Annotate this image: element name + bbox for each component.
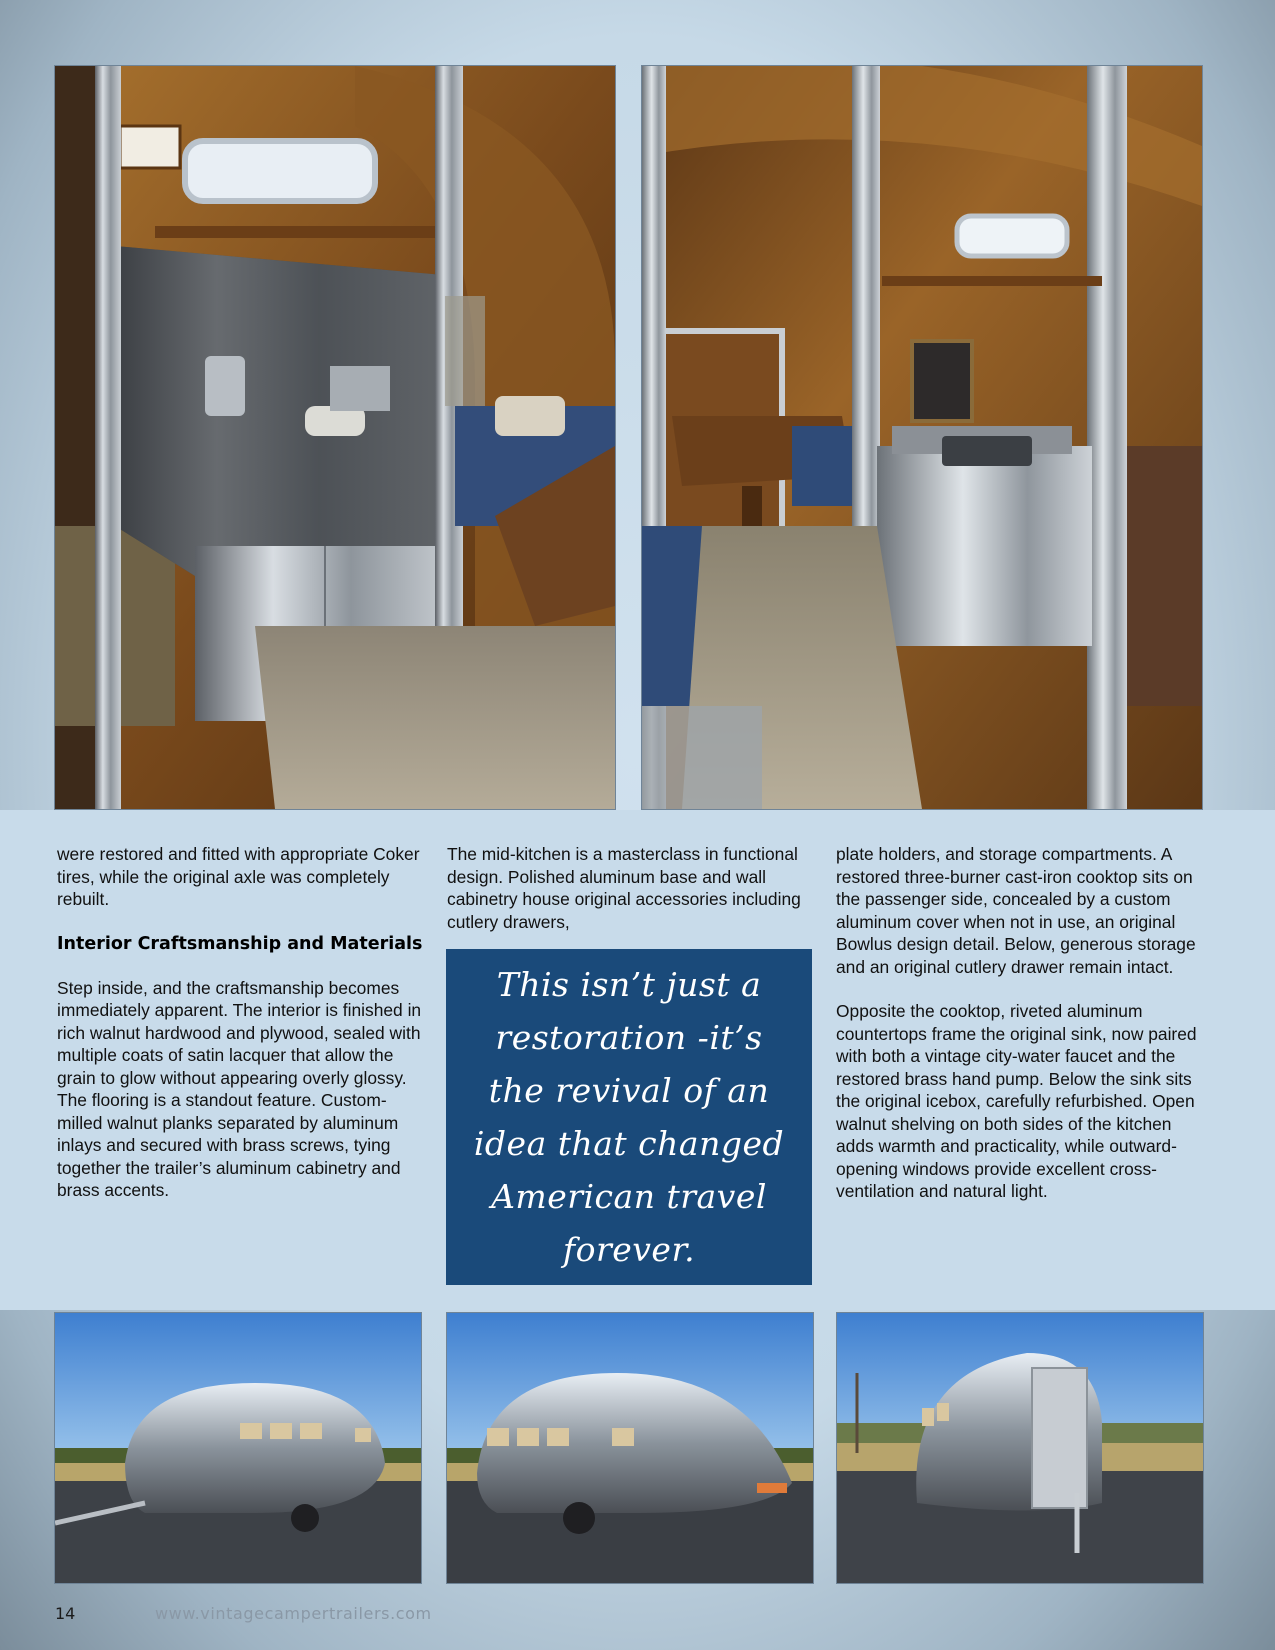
- column-3-para-1: plate holders, and storage compartments. A restored three-burner cast-iron cooktop sits on the passenger side, concealed by a custom aluminum cover when not in use, an original Bowlus design detail. Below, generous storage and an original cutlery drawer remain intact.: [836, 844, 1196, 977]
- exterior-photo-front: [446, 1312, 814, 1584]
- column-2-body: The mid-kitchen is a masterclass in functional design. Polished aluminum base and wall cabinetry house original accessories including cutlery drawers,: [447, 844, 801, 932]
- section-heading: Interior Craftsmanship and Materials: [57, 933, 423, 954]
- exterior-photo-side: [54, 1312, 422, 1584]
- column-3: [836, 843, 1206, 1203]
- column-1-intro: were restored and fitted with appropriate Coker tires, while the original axle was completely rebuilt.: [57, 844, 420, 909]
- interior-photo-kitchen: [54, 65, 616, 810]
- column-1-body: Step inside, and the craftsmanship becomes immediately apparent. The interior is finished in rich walnut hardwood and plywood, sealed with multiple coats of satin lacquer that allow the grain to glow without appearing overly glossy. The flooring is a standout feature. Custom-milled walnut planks separated by aluminum inlays and secured with brass screws, tying together the trailer’s aluminum cabinetry and brass accents.: [57, 977, 422, 1200]
- column-1: [57, 843, 427, 1202]
- pull-quote: [446, 949, 812, 1285]
- column-2: [447, 843, 812, 933]
- column-3-para-2: Opposite the cooktop, riveted aluminum countertops frame the original sink, now paired with both a vintage city-water faucet and the restored brass hand pump. Below the sink sits the original icebox, carefully refurbished. Open walnut shelving on both sides of the kitchen adds warmth and practicality, while outward-opening windows provide excellent cross-ventilation and natural light.: [836, 1001, 1197, 1201]
- exterior-photo-rear: [836, 1312, 1204, 1584]
- page-number: 14: [55, 1604, 76, 1623]
- website-url[interactable]: www.vintagecampertrailers.com: [155, 1604, 432, 1623]
- interior-photo-dinette: [641, 65, 1203, 810]
- pull-quote-text: This isn’t just a restoration -it’s the revival of an idea that changed American travel forever.: [473, 965, 785, 1269]
- page-footer: [0, 1604, 1275, 1628]
